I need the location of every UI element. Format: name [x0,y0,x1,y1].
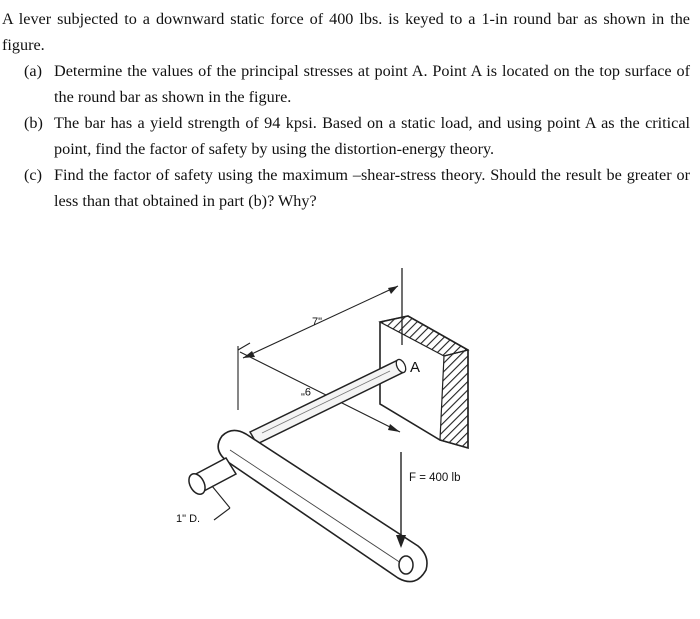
bar-end [186,458,236,497]
problem-intro: A lever subjected to a downward static force of 400 lbs. is keyed to a 1-in round bar as shown in the figure. [2,10,690,54]
diameter-leader [214,508,230,520]
lever-arm [218,430,427,581]
lever-end-hole [399,556,413,574]
part-b-text: The bar has a yield strength of 94 kpsi. Based on a static load, and using point A as the critical point, find the factor of safety by using the distortion-energy theory. [54,114,690,158]
part-b-label: (b) [24,114,43,132]
force-label: F = 400 lb [409,472,461,484]
part-c-text: Find the factor of safety using the maximum –shear-stress theory. Should the result be greater or less than that obtained in part (b)? Why? [54,166,690,210]
part-a-label: (a) [24,62,42,80]
dim-arrow-9-end [388,424,400,432]
diameter-leader-2 [212,486,230,508]
dim-label-7: 7" [312,316,323,328]
part-a-text: Determine the values of the principal stresses at point A. Point A is located on the top surface of the round bar as shown in the figure. [54,62,690,106]
left-extension-tick [238,343,250,350]
dim-arrow-7-end [388,286,398,294]
point-a-label: A [410,359,421,376]
dim-line-9 [240,352,400,432]
part-c-label: (c) [24,166,42,184]
dim-label-9: 9" [300,385,311,397]
diameter-label: 1" D. [176,513,201,525]
